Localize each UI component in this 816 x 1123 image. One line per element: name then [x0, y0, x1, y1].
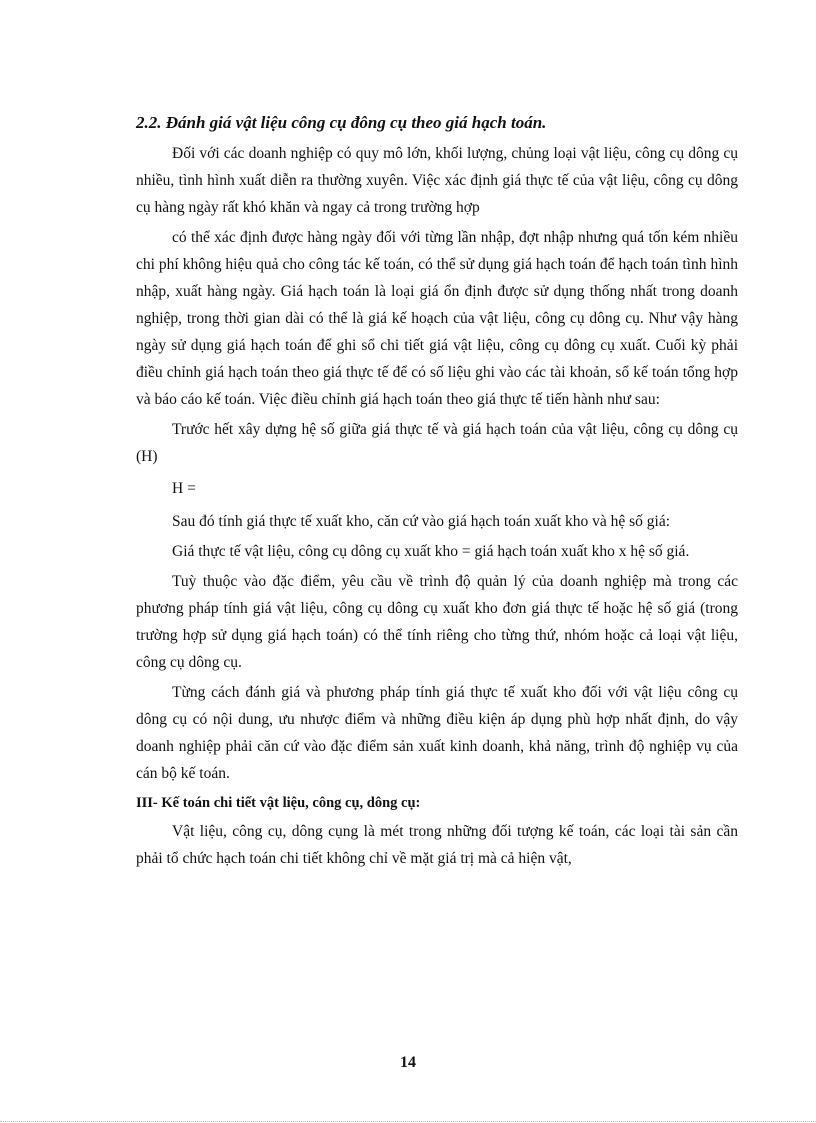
- page-bottom-divider: [0, 1121, 816, 1122]
- coefficient-formula: H =: [172, 480, 196, 497]
- subsection-heading: 2.2. Đánh giá vật liệu công cụ đông cụ theo giá hạch toán.: [136, 113, 547, 132]
- body-paragraph: Từng cách đánh giá và phương pháp tính giá thực tế xuất kho đối với vật liệu công cụ dông cụ có nội dung, ưu nhược điểm và những điều kiện áp dụng phù hợp nhất định, do vậy doanh nghiệp phải căn cứ vào đặc điểm sản xuất kinh doanh, khả năng, trình độ nghiệp vụ của cán bộ kế toán.: [136, 684, 738, 782]
- body-paragraph: có thể xác định được hàng ngày đối với từng lần nhập, đợt nhập nhưng quá tốn kém nhiều chi phí không hiệu quả cho công tác kế toán, có thể sử dụng giá hạch toán để hạch toán tình hình nhập, xuất hàng ngày. Giá hạch toán là loại giá ổn định được sử dụng thống nhất trong doanh nghiệp, trong thời gian dài có thể là giá kế hoạch của vật liệu, công cụ dông cụ. Như vậy hàng ngày sử dụng giá hạch toán để ghi sổ chi tiết giá vật liệu, công cụ dông cụ xuất. Cuối kỳ phải điều chỉnh giá hạch toán theo giá thực tế để có số liệu ghi vào các tài khoản, sổ kế toán tổng hợp và báo cáo kế toán. Việc điều chỉnh giá hạch toán theo giá thực tế tiến hành như sau:: [136, 229, 738, 408]
- section-heading: III- Kế toán chi tiết vật liệu, công cụ, dông cụ:: [136, 795, 421, 811]
- body-paragraph: Sau đó tính giá thực tế xuất kho, căn cứ vào giá hạch toán xuất kho và hệ số giá:: [172, 513, 671, 530]
- body-paragraph: Vật liệu, công cụ, dông cụng là mét trong những đối tượng kế toán, các loại tài sản cần phải tổ chức hạch toán chi tiết không chỉ về mặt giá trị mà cả hiện vật,: [136, 823, 738, 867]
- body-paragraph: Đối với các doanh nghiệp có quy mô lớn, khối lượng, chủng loại vật liệu, công cụ dông cụ nhiều, tình hình xuất diễn ra thường xuyên. Việc xác định giá thực tế của vật liệu, công cụ dông cụ hàng ngày rất khó khăn và ngay cả trong trường hợp: [136, 145, 738, 216]
- body-paragraph: Trước hết xây dựng hệ số giữa giá thực tế và giá hạch toán của vật liệu, công cụ dông cụ (H): [136, 421, 738, 465]
- page-content: [136, 108, 738, 875]
- page-number: 14: [400, 1054, 416, 1071]
- body-paragraph: Giá thực tế vật liệu, công cụ dông cụ xuất kho = giá hạch toán xuất kho x hệ số giá.: [172, 543, 690, 560]
- body-paragraph: Tuỳ thuộc vào đặc điểm, yêu cầu về trình độ quản lý của doanh nghiệp mà trong các phương pháp tính giá vật liệu, công cụ dông cụ xuất kho đơn giá thực tế hoặc hệ số giá (trong trường hợp sử dụng giá hạch toán) có thể tính riêng cho từng thứ, nhóm hoặc cả loại vật liệu, công cụ dông cụ.: [136, 573, 738, 671]
